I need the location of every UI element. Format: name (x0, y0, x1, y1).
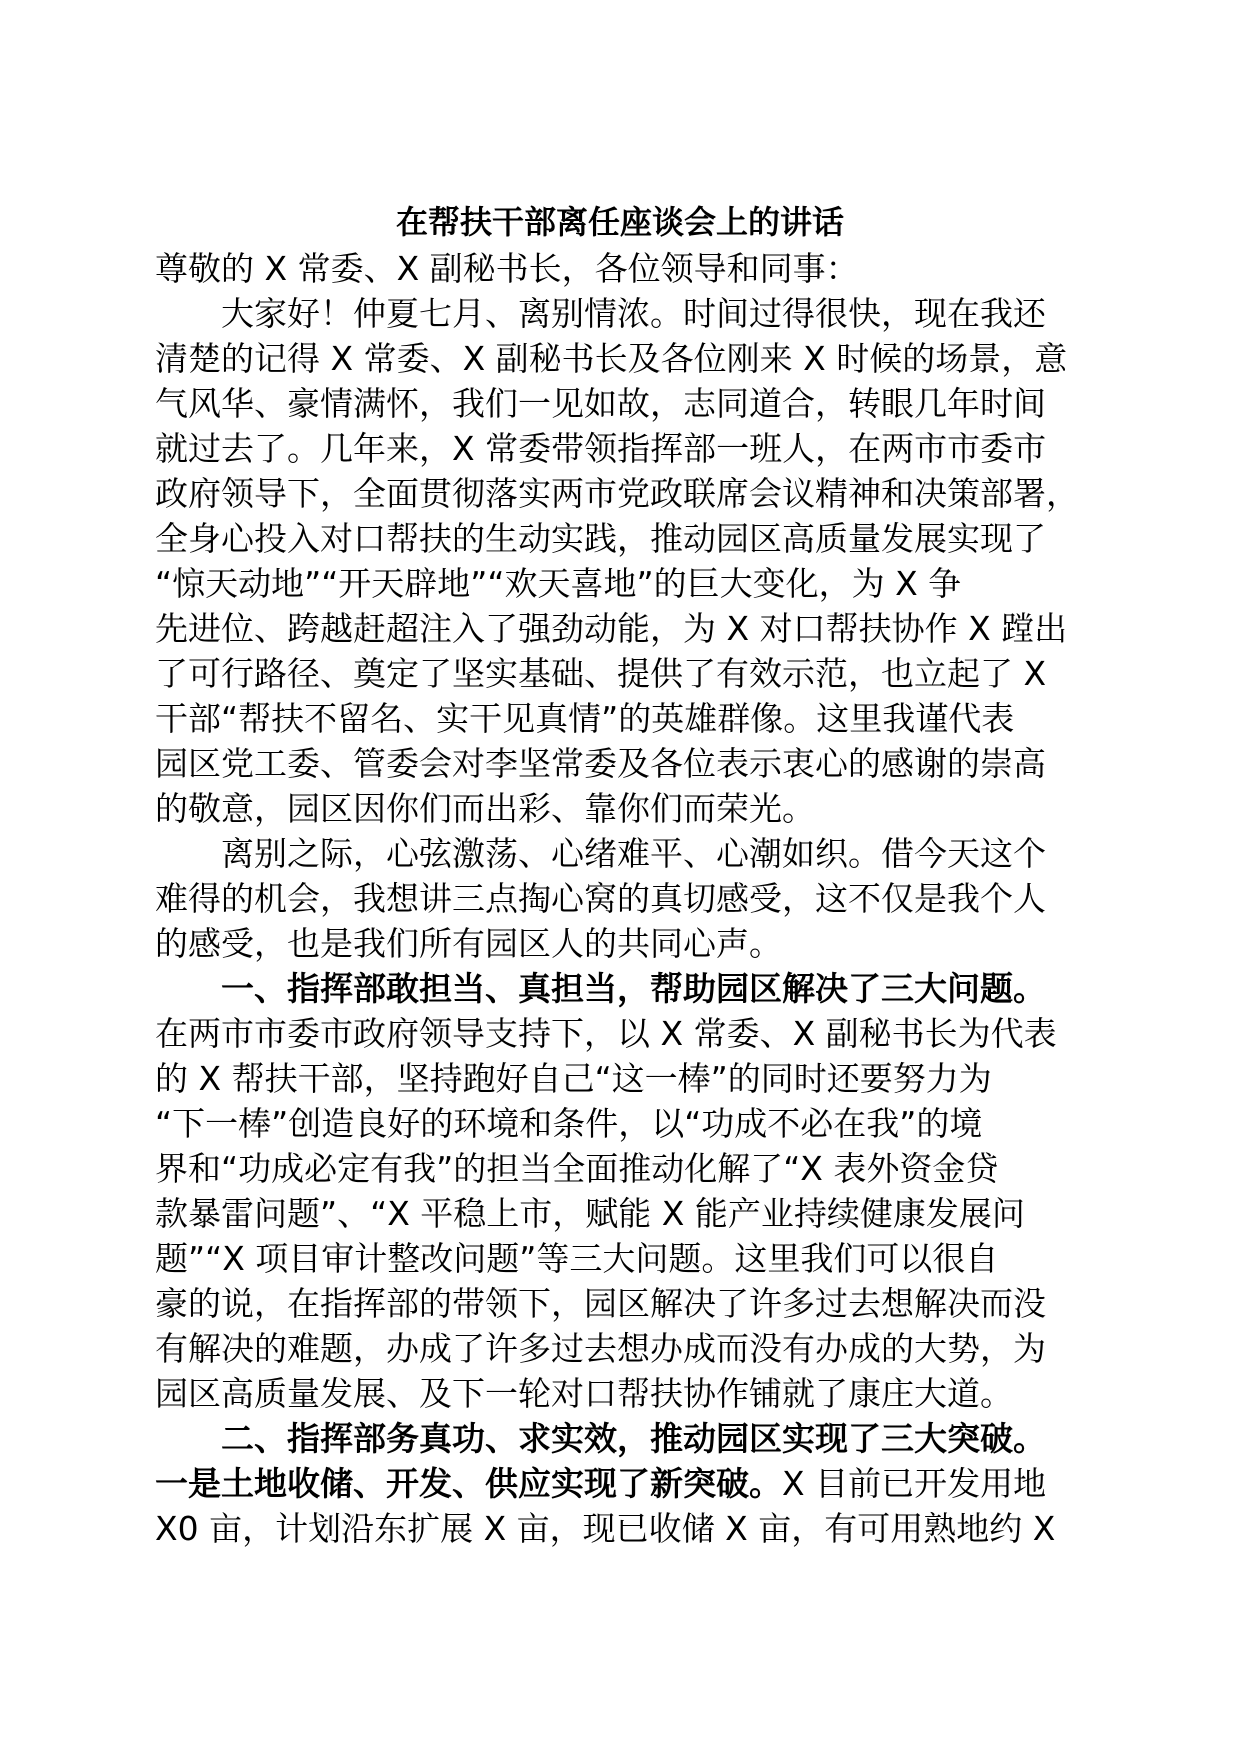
line-text: 在两市市委市政府领导支持下，以 X 常委、X 副秘书长为代表 (155, 1014, 1057, 1053)
line-text: 题”“X 项目审计整改问题”等三大问题。这里我们可以很自 (155, 1239, 999, 1278)
text-line (155, 426, 1090, 471)
line-text: 离别之际，心弦激荡、心绪难平、心潮如织。借今天这个 (221, 834, 1046, 873)
line-text: 大家好！仲夏七月、离别情浓。时间过得很快，现在我还 (221, 294, 1046, 333)
text-line (155, 1416, 1090, 1461)
line-text: 园区高质量发展、及下一轮对口帮扶协作铺就了康庄大道。 (155, 1374, 1013, 1413)
text-line (155, 606, 1090, 651)
text-line (155, 831, 1090, 876)
line-text: 气风华、豪情满怀，我们一见如故，志同道合，转眼几年时间 (155, 384, 1046, 423)
line-text: “惊天动地”“开天辟地”“欢天喜地”的巨大变化，为 X 争 (155, 564, 962, 603)
text-line (155, 876, 1090, 921)
text-line (155, 1056, 1090, 1101)
line-text: 先进位、跨越赶超注入了强劲动能，为 X 对口帮扶协作 X 蹚出 (155, 609, 1068, 648)
line-text: 款暴雷问题”、“X 平稳上市，赋能 X 能产业持续健康发展问 (155, 1194, 1025, 1233)
text-line (155, 1146, 1090, 1191)
line-text: 豪的说，在指挥部的带领下，园区解决了许多过去想解决而没 (155, 1284, 1046, 1323)
document-title: 在帮扶干部离任座谈会上的讲话 (395, 203, 844, 241)
line-text-tail: X 目前已开发用地 (782, 1464, 1047, 1503)
bold-text: 二、指挥部务真功、求实效，推动园区实现了三大突破。 (221, 1419, 1046, 1458)
text-line (155, 786, 1090, 831)
line-text: 的敬意，园区因你们而出彩、靠你们而荣光。 (155, 789, 815, 828)
text-line (155, 1506, 1090, 1551)
line-text: X0 亩，计划沿东扩展 X 亩，现已收储 X 亩，有可用熟地约 X (155, 1509, 1056, 1548)
line-text: 了可行路径、奠定了坚实基础、提供了有效示范，也立起了 X (155, 654, 1047, 693)
bold-text: 一是土地收储、开发、供应实现了新突破。 (155, 1464, 782, 1503)
text-line (155, 291, 1090, 336)
line-text: 园区党工委、管委会对李坚常委及各位表示衷心的感谢的崇高 (155, 744, 1046, 783)
text-line (155, 1101, 1090, 1146)
document-body (155, 246, 1090, 1551)
text-line (155, 966, 1090, 1011)
text-line (155, 1191, 1090, 1236)
bold-text: 一、指挥部敢担当、真担当，帮助园区解决了三大问题。 (221, 969, 1046, 1008)
text-line (155, 1236, 1090, 1281)
text-line (155, 741, 1090, 786)
line-text: 全身心投入对口帮扶的生动实践，推动园区高质量发展实现了 (155, 519, 1046, 558)
text-line (155, 561, 1090, 606)
text-line (155, 471, 1090, 516)
line-text: 就过去了。几年来，X 常委带领指挥部一班人，在两市市委市 (155, 429, 1047, 468)
text-line (155, 1011, 1090, 1056)
line-text: 尊敬的 X 常委、X 副秘书长，各位领导和同事： (155, 249, 859, 288)
line-text: 的 X 帮扶干部，坚持跑好自己“这一棒”的同时还要努力为 (155, 1059, 992, 1098)
line-text: 有解决的难题，办成了许多过去想办成而没有办成的大势，为 (155, 1329, 1046, 1368)
text-line (155, 336, 1090, 381)
text-line (155, 651, 1090, 696)
text-line (155, 1461, 1090, 1506)
text-line (155, 1371, 1090, 1416)
line-text: 的感受，也是我们所有园区人的共同心声。 (155, 924, 782, 963)
text-line (155, 516, 1090, 561)
text-line (155, 696, 1090, 741)
text-line (155, 381, 1090, 426)
line-text: 干部“帮扶不留名、实干见真情”的英雄群像。这里我谨代表 (155, 699, 1015, 738)
line-text: 清楚的记得 X 常委、X 副秘书长及各位刚来 X 时候的场景，意 (155, 339, 1068, 378)
line-text: “下一棒”创造良好的环境和条件，以“功成不必在我”的境 (155, 1104, 983, 1143)
text-line (155, 246, 1090, 291)
text-line (155, 1281, 1090, 1326)
text-line (155, 1326, 1090, 1371)
text-line (155, 921, 1090, 966)
line-text: 界和“功成必定有我”的担当全面推动化解了“X 表外资金贷 (155, 1149, 999, 1188)
line-text: 政府领导下，全面贯彻落实两市党政联席会议精神和决策部署， (155, 474, 1079, 513)
line-text: 难得的机会，我想讲三点掏心窝的真切感受，这不仅是我个人 (155, 879, 1046, 918)
